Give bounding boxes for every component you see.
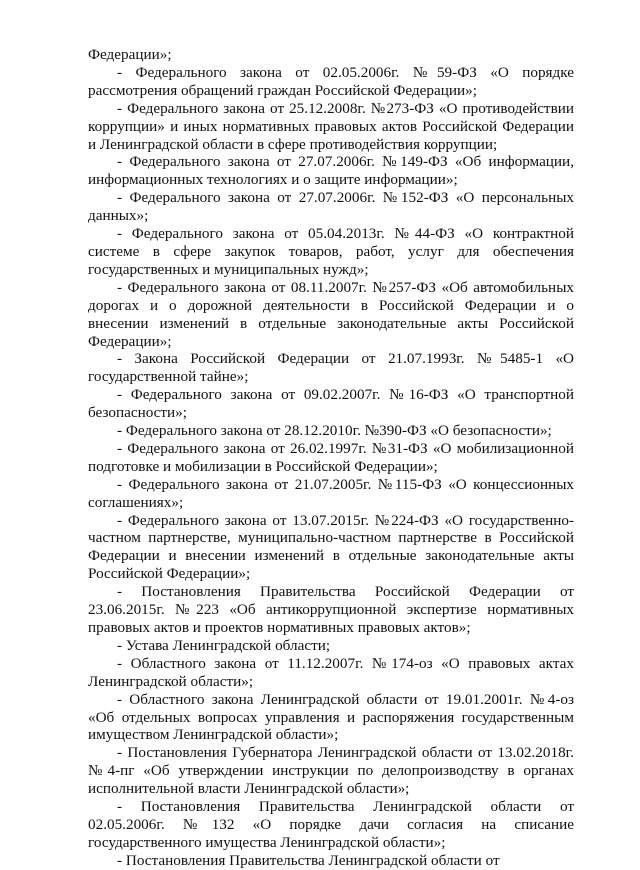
paragraph-federation-continuation: Федерации»; <box>88 46 172 63</box>
paragraph-law-44fz: - Федерального закона от 05.04.2013г. №44-ФЗ «О контрактной системе в сфере закупок товаров, работ, услуг для обеспечения государственных и муниципальных нужд»; <box>88 225 574 278</box>
paragraph-government-resolution-truncated: - Постановления Правительства Ленинградской области от <box>117 851 500 869</box>
paragraph-regional-law-174oz: - Областного закона от 11.12.2007г. №174-оз «О правовых актах Ленинградской области»; <box>88 654 574 690</box>
paragraph-resolution-223: - Постановления Правительства Российской Федерации от 23.06.2015г. №223 «Об антикоррупционной экспертизе нормативных правовых актов и проектов нормативных правовых актов»; <box>88 583 574 636</box>
paragraph-law-31fz: - Федерального закона от 26.02.1997г. №31-ФЗ «О мобилизационной подготовке и мобилизации в Российской Федерации»; <box>88 439 574 475</box>
paragraph-law-149fz: - Федерального закона от 27.07.2006г. №149-ФЗ «Об информации, информационных технологиях и о защите информации»; <box>88 153 574 189</box>
paragraph-government-resolution-132: - Постановления Правительства Ленинградской области от 02.05.2006г. №132 «О порядке дачи согласия на списание государственного имущества Ленинградской области»; <box>88 798 574 851</box>
paragraph-law-152fz: - Федерального закона от 27.07.2006г. №152-ФЗ «О персональных данных»; <box>88 189 574 225</box>
paragraph-law-257fz: - Федерального закона от 08.11.2007г. №257-ФЗ «Об автомобильных дорогах и о дорожной деятельности в Российской Федерации и о внесении изменений в отдельные законодательные акты Российской Федерации»; <box>88 278 574 350</box>
paragraph-law-115fz: - Федерального закона от 21.07.2005г. №115-ФЗ «О концессионных соглашениях»; <box>88 475 574 511</box>
paragraph-law-16fz: - Федерального закона от 09.02.2007г. №16-ФЗ «О транспортной безопасности»; <box>88 386 574 422</box>
paragraph-law-59fz: - Федерального закона от 02.05.2006г. №59-ФЗ «О порядке рассмотрения обращений граждан Российской Федерации»; <box>88 63 574 99</box>
paragraph-law-273fz: - Федерального закона от 25.12.2008г. №273-ФЗ «О противодействии коррупции» и иных нормативных правовых актов Российской Федерации и Ленинградской области в сфере противодействия коррупции; <box>88 99 574 153</box>
paragraph-regional-law-4oz: - Областного закона Ленинградской области от 19.01.2001г. №4-оз «Об отдельных вопросах управления и распоряжения государственным имуществом Ленинградской области»; <box>88 690 574 744</box>
paragraph-charter-leningrad: - Устава Ленинградской области; <box>117 636 331 654</box>
paragraph-law-390fz: - Федерального закона от 28.12.2010г. №390-ФЗ «О безопасности»; <box>117 422 552 440</box>
paragraph-governor-resolution-4pg: - Постановления Губернатора Ленинградской области от 13.02.2018г. №4-пг «Об утверждении инструкции по делопроизводству в органах исполнительной власти Ленинградской области»; <box>88 744 574 798</box>
paragraph-law-224fz: - Федерального закона от 13.07.2015г. №224-ФЗ «О государственно-частном партнерстве, муниципально-частном партнерстве в Российской Федерации и внесении изменений в отдельные законодательные акты Российской Федерации»; <box>88 511 574 583</box>
document-body <box>88 46 574 870</box>
paragraph-law-5485-1: - Закона Российской Федерации от 21.07.1993г. №5485-1 «О государственной тайне»; <box>88 350 574 386</box>
